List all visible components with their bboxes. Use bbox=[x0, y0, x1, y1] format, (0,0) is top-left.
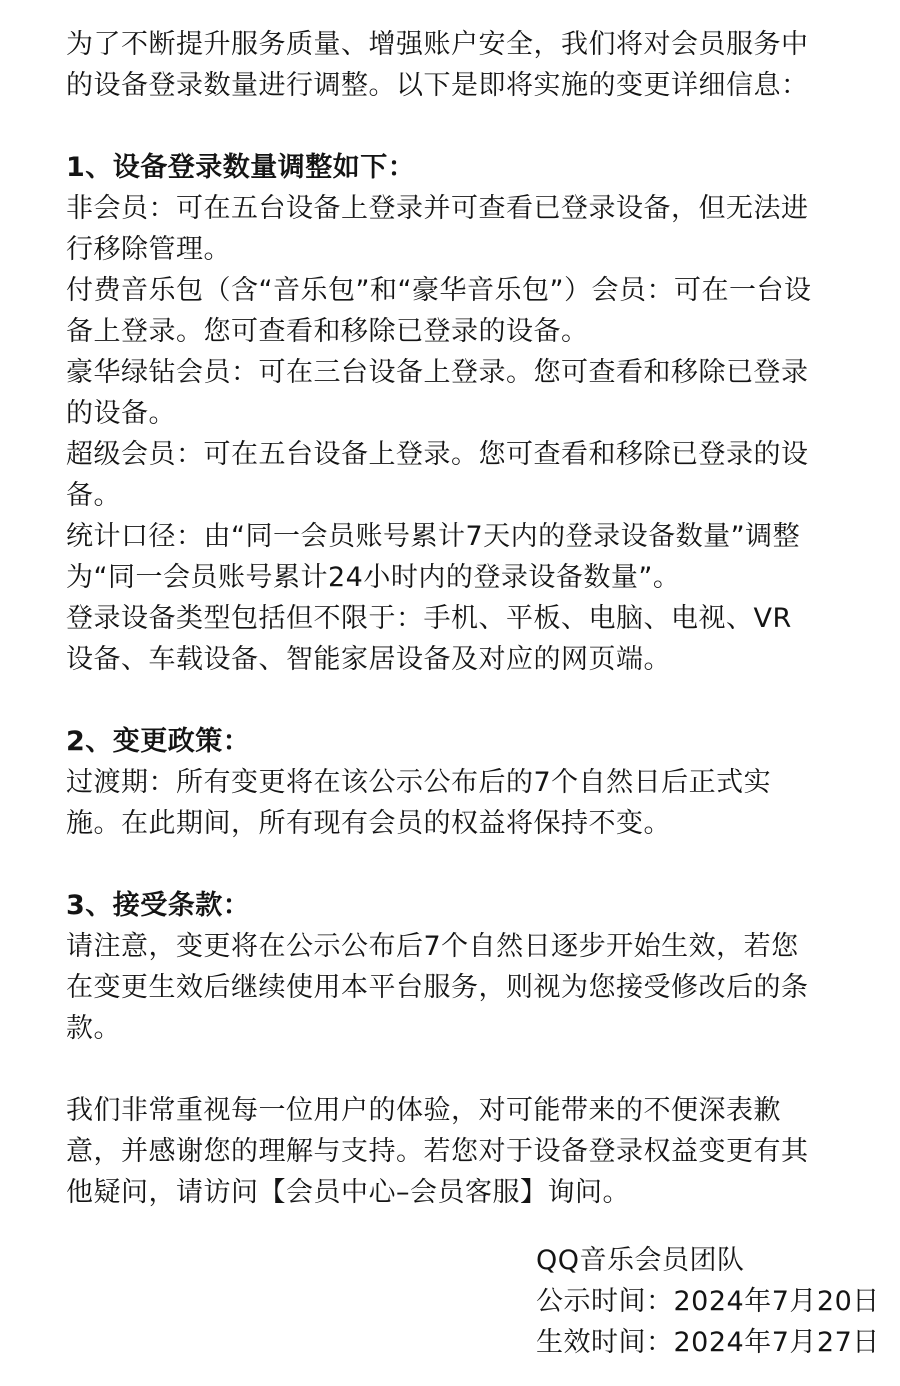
spacer bbox=[66, 844, 856, 885]
section-1-item-super-member: 超级会员：可在五台设备上登录。您可查看和移除已登录的设 备。 bbox=[66, 439, 809, 511]
announce-time: 公示时间：2024年7月20日 bbox=[536, 1286, 880, 1317]
section-3-body: 请注意，变更将在公示公布后7个自然日逐步开始生效，若您 在变更生效后继续使用本平台服务，则视为您接受修改后的条 款。 bbox=[66, 931, 809, 1044]
section-1-item-music-pack: 付费音乐包（含“音乐包”和“豪华音乐包”）会员：可在一台设 备上登录。您可查看和移除已登录的设备。 bbox=[66, 275, 812, 347]
section-1-item-green-diamond: 豪华绿钻会员：可在三台设备上登录。您可查看和移除已登录 的设备。 bbox=[66, 357, 809, 429]
signature-block bbox=[536, 1240, 880, 1363]
effective-time: 生效时间：2024年7月27日 bbox=[536, 1327, 880, 1358]
section-2-heading: 2、变更政策： bbox=[66, 726, 251, 757]
spacer bbox=[66, 106, 856, 147]
section-1-heading: 1、设备登录数量调整如下： bbox=[66, 152, 416, 183]
section-1-item-device-types: 登录设备类型包括但不限于：手机、平板、电脑、电视、VR 设备、车载设备、智能家居设备及对应的网页端。 bbox=[66, 603, 792, 675]
intro-paragraph: 为了不断提升服务质量、增强账户安全，我们将对会员服务中 的设备登录数量进行调整。以下是即将实施的变更详细信息： bbox=[66, 29, 809, 101]
spacer bbox=[66, 680, 856, 721]
section-1-item-statistics: 统计口径：由“同一会员账号累计7天内的登录设备数量”调整 为“同一会员账号累计24小时内的登录设备数量”。 bbox=[66, 521, 801, 593]
notice-document bbox=[66, 24, 856, 1213]
spacer bbox=[66, 1049, 856, 1090]
section-1-item-non-member: 非会员：可在五台设备上登录并可查看已登录设备，但无法进 行移除管理。 bbox=[66, 193, 809, 265]
section-3-heading: 3、接受条款： bbox=[66, 890, 251, 921]
section-2-body: 过渡期：所有变更将在该公示公布后的7个自然日后正式实 施。在此期间，所有现有会员的权益将保持不变。 bbox=[66, 767, 772, 839]
signature-team: QQ音乐会员团队 bbox=[536, 1245, 745, 1276]
closing-paragraph: 我们非常重视每一位用户的体验，对可能带来的不便深表歉 意，并感谢您的理解与支持。若您对于设备登录权益变更有其 他疑问，请访问【会员中心–会员客服】询问。 bbox=[66, 1095, 809, 1208]
